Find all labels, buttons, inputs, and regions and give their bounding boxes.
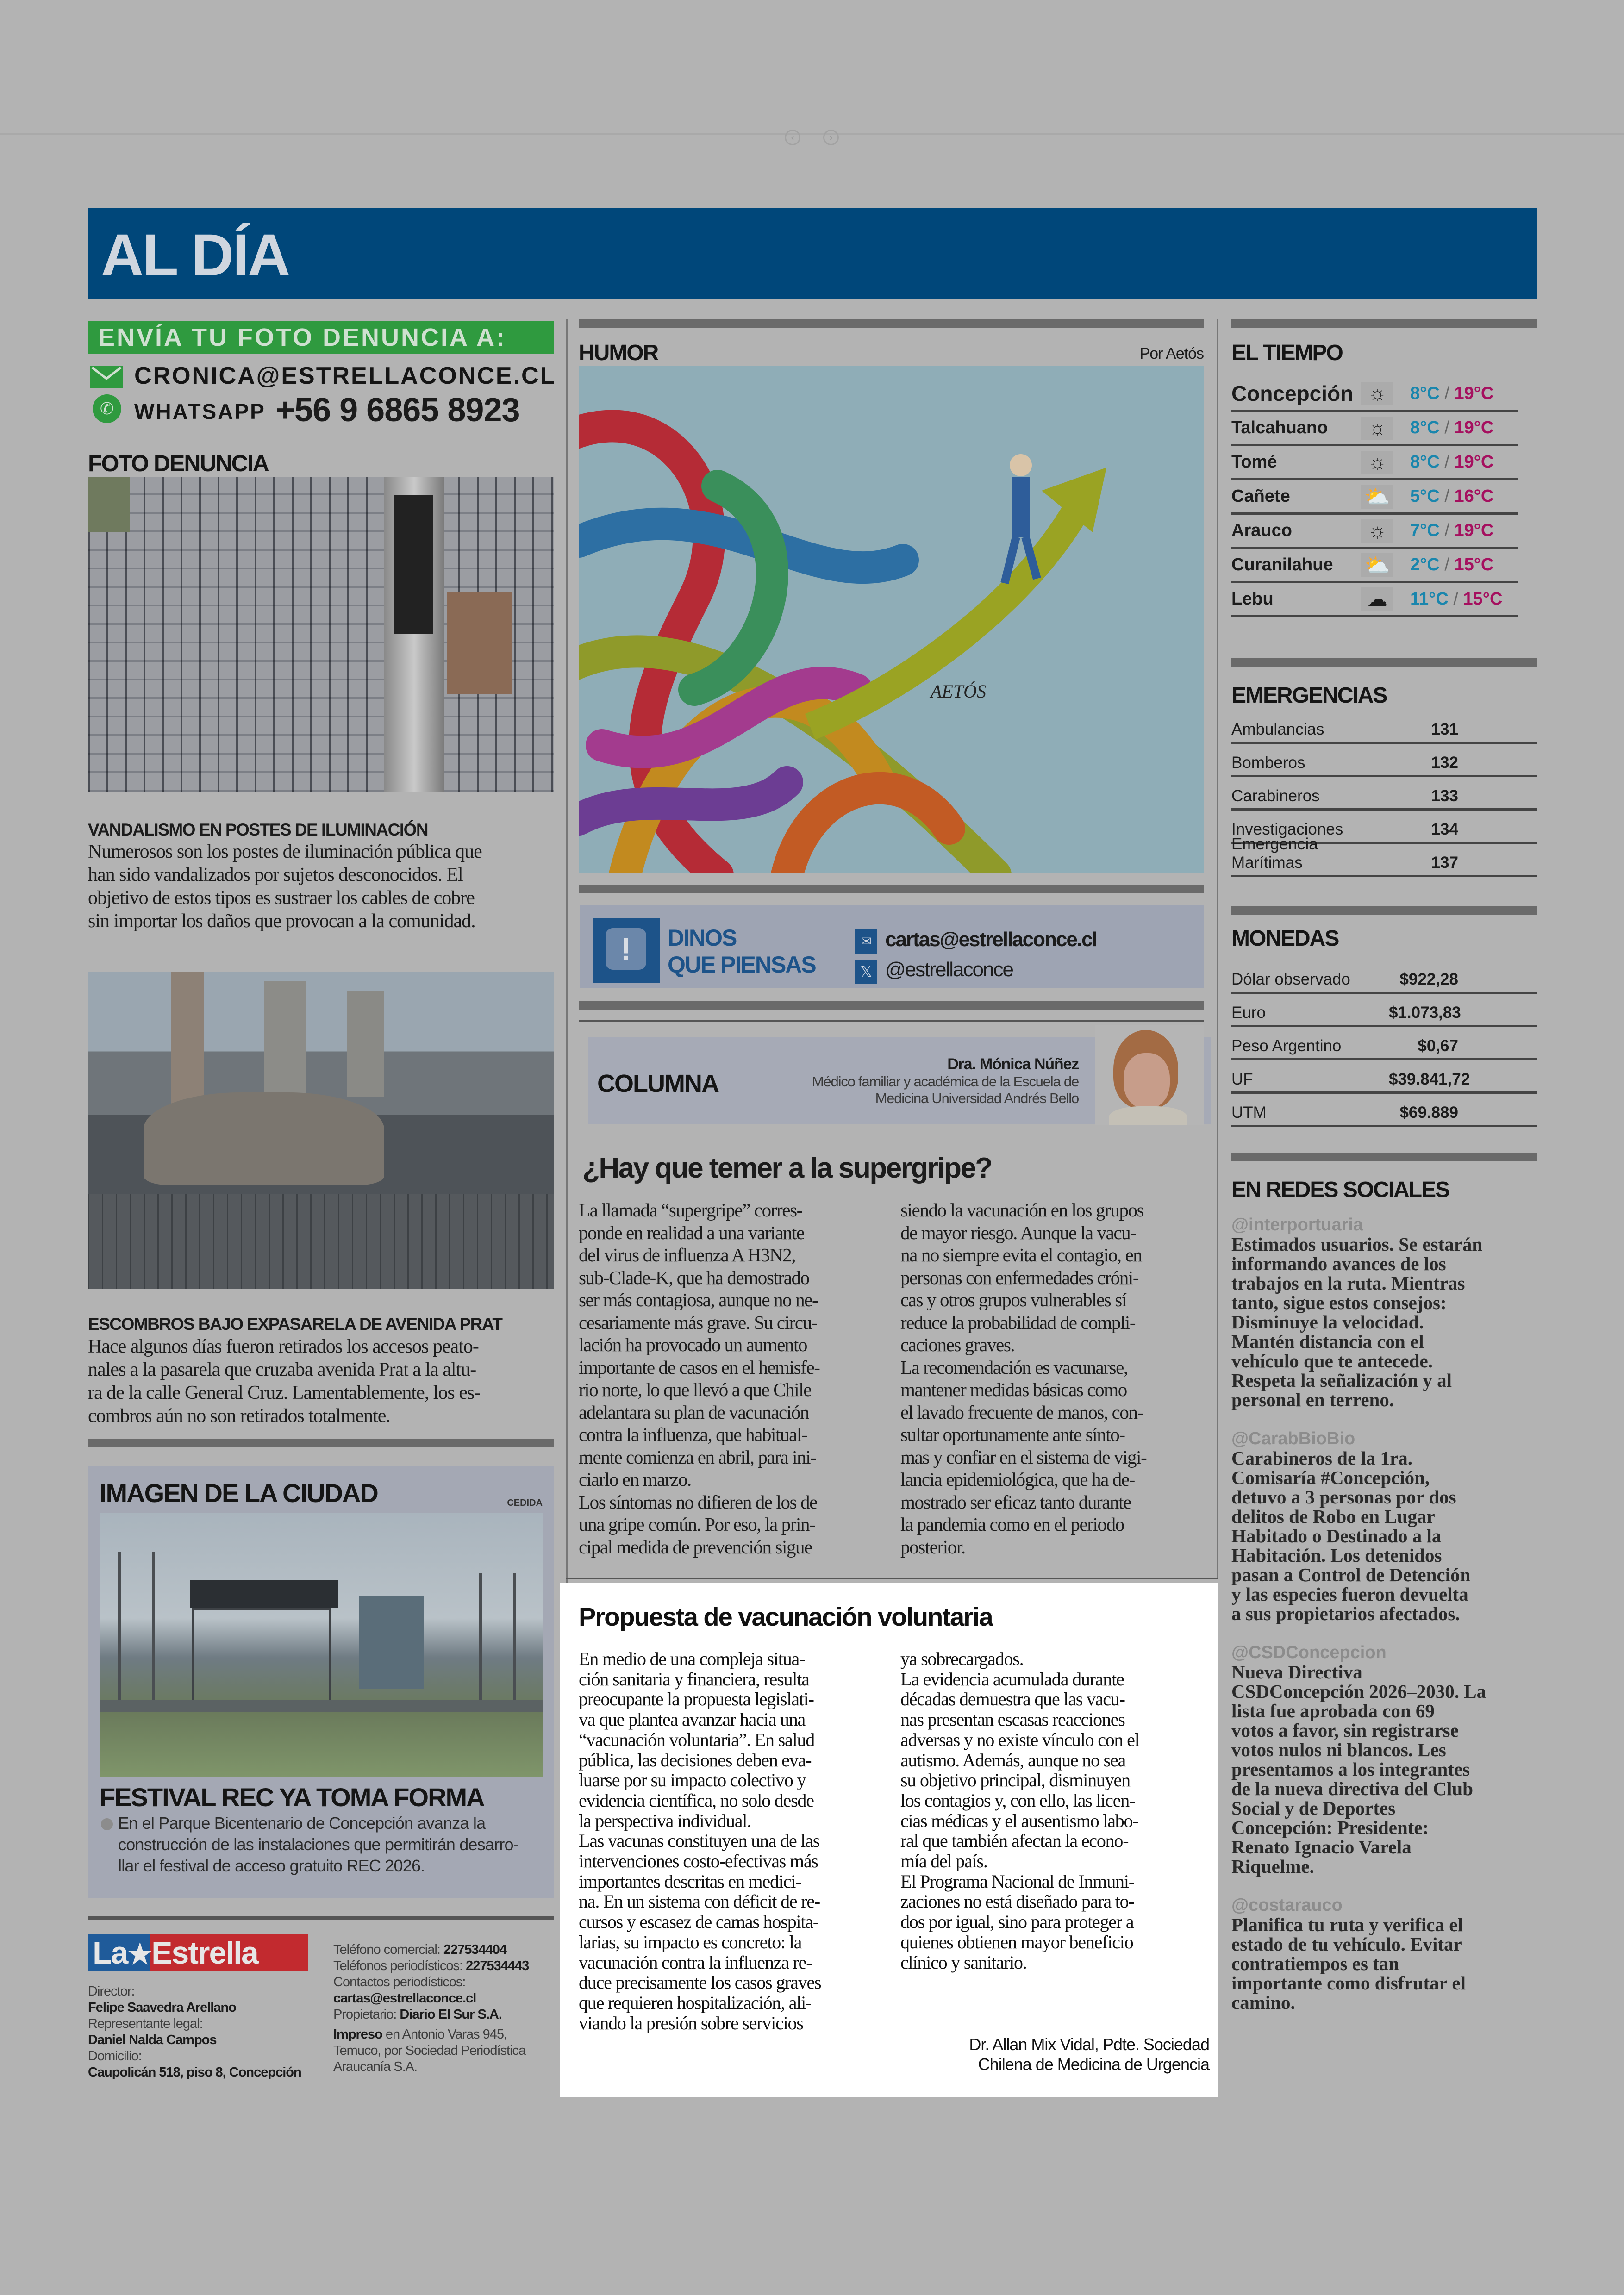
section-title: AL DÍA (101, 222, 289, 288)
chevron-right-icon[interactable]: › (823, 130, 839, 145)
temp-low: 7°C (1410, 521, 1440, 540)
temp-separator: / (1439, 555, 1455, 574)
temperature-range (1393, 555, 1493, 575)
temperature-range (1393, 589, 1502, 609)
city-name: Lebu (1231, 589, 1274, 609)
contact-email[interactable]: cartas@estrellaconce.cl (333, 1991, 476, 2006)
column-headline: ¿Hay que temer a la supergripe? (582, 1152, 992, 1184)
foto-denuncia-banner: ENVÍA TU FOTO DENUNCIA A: (88, 321, 554, 354)
text-line: viando la presión sobre servicios (579, 2012, 803, 2033)
text-line: ral que también afectan la econo- (900, 1830, 1129, 1852)
text-line: personas con enfermedades cróni- (900, 1266, 1139, 1288)
letters-email[interactable]: cartas@estrellaconce.cl (885, 928, 1097, 951)
print-line: Araucanía S.A. (333, 2059, 418, 2074)
text-line: vacunación contra la influenza re- (579, 1952, 812, 1973)
weather-row (1231, 480, 1518, 515)
partly-cloudy-icon: ⛅ (1361, 485, 1393, 509)
dinos-que-piensas-box (580, 905, 1204, 988)
text-line: na no siempre evita el contagio, en (900, 1244, 1142, 1266)
text-line: dos por igual, sino para proteger a (900, 1911, 1134, 1933)
text-line: CSDConcepción 2026–2030. La (1231, 1681, 1487, 1702)
text-line: lación ha provocado un aumento (579, 1334, 807, 1355)
text-line: caciones graves. (900, 1334, 1015, 1355)
masthead-staff (88, 1983, 301, 2081)
sun-icon: ☼ (1361, 417, 1393, 440)
cloud-icon: ☁ (1361, 587, 1393, 611)
section-divider (579, 319, 1204, 328)
currency-row (1231, 960, 1537, 994)
text-line: Las vacunas constituyen una de las (579, 1830, 820, 1852)
text-line: La evidencia acumulada durante (900, 1668, 1124, 1690)
text-line: rio norte, lo que llevó a que Chile (579, 1379, 812, 1400)
festival-headline: FESTIVAL REC YA TOMA FORMA (100, 1783, 484, 1812)
social-post (1231, 1215, 1528, 1409)
emergency-row (1231, 711, 1537, 744)
la-estrella-logo: La★Estrella (88, 1934, 308, 1971)
text-line: mía del país. (900, 1851, 987, 1872)
text-line: detuvo a 3 personas por dos (1231, 1486, 1456, 1508)
text-line: El Programa Nacional de Inmuni- (900, 1871, 1134, 1892)
text-line: mantener medidas básicas como (900, 1379, 1127, 1400)
masthead-contacts (333, 1942, 529, 2075)
text-line: quienes obtienen mayor beneficio (900, 1931, 1133, 1952)
envelope-icon: ✉ (855, 929, 877, 954)
temp-low: 8°C (1410, 383, 1440, 403)
currency-row-label: UF (1231, 1070, 1253, 1088)
text-line: construcción de las instalaciones que permitirán desarro- (118, 1835, 518, 1854)
text-line: cipal medida de prevención sigue (579, 1536, 812, 1558)
temperature-range (1393, 418, 1493, 438)
text-line: lancia epidemiológica, que ha de- (900, 1469, 1135, 1490)
text-line: contra la influenza, que habitual- (579, 1424, 807, 1445)
text-line: ponde en realidad a una variante (579, 1222, 804, 1243)
text-line: Habitación. Los detenidos (1231, 1545, 1442, 1566)
temp-low: 5°C (1410, 486, 1440, 506)
rep-name: Daniel Nalda Campos (88, 2033, 217, 2047)
text-line: Hace algunos días fueron retirados los accesos peato- (88, 1336, 479, 1357)
letter-signature: Dr. Allan Mix Vidal, Pdte. Sociedad (969, 2035, 1209, 2054)
text-line: nales a la pasarela que cruzaba avenida Prat a la altu- (88, 1359, 476, 1380)
temp-high: 15°C (1463, 589, 1503, 609)
owner-label: Propietario: (333, 2007, 397, 2022)
text-line: y las especies fueron devuelta (1231, 1584, 1468, 1605)
sun-icon: ☼ (1361, 382, 1393, 405)
text-line: lista fue aprobada con 69 (1231, 1700, 1435, 1721)
currency-row-value: $1.073,83 (1389, 1004, 1461, 1022)
social-post (1231, 1643, 1528, 1876)
text-line: Renato Ignacio Varela (1231, 1836, 1412, 1858)
text-line: el lavado frecuente de manos, con- (900, 1401, 1143, 1423)
text-line: su objetivo principal, disminuyen (900, 1770, 1130, 1791)
currency-row (1231, 1027, 1537, 1060)
text-line: La llamada “supergripe” corres- (579, 1199, 802, 1221)
text-line: na. En un sistema con déficit de re- (579, 1891, 820, 1912)
temperature-range (1393, 521, 1493, 541)
text-line: evidencia científica, no solo desde (579, 1790, 814, 1811)
currency-row-label: UTM (1231, 1104, 1267, 1122)
text-line: presentamos a los integrantes (1231, 1759, 1470, 1780)
emergency-row-value: 132 (1431, 754, 1458, 772)
text-line: La recomendación es vacunarse, (900, 1356, 1128, 1378)
envelope-icon (90, 366, 123, 388)
emergency-row-label: Bomberos (1231, 754, 1305, 772)
text-line: han sido vandalizados por sujetos desconocidos. El (88, 864, 463, 886)
cartoonist-signature: AETÓS (931, 681, 986, 702)
text-line: cursos y escasez de camas hospita- (579, 1911, 818, 1933)
tel-per-label: Teléfonos periodísticos: (333, 1958, 463, 1973)
text-line: En medio de una compleja situa- (579, 1648, 805, 1669)
director-label: Director: (88, 1984, 135, 1999)
tel-per: 227534443 (466, 1958, 529, 1973)
text-line: cias médicas y el ausentismo labo- (900, 1810, 1138, 1831)
text-line: duce precisamente los casos graves (579, 1972, 821, 1993)
rep-label: Representante legal: (88, 2016, 203, 2031)
letter-body-col1 (579, 1649, 821, 2033)
text-line: mas y confiar en el sistema de vigi- (900, 1446, 1147, 1468)
text-line: autismo. Además, aunque no sea (900, 1749, 1126, 1771)
text-line: informando avances de los (1231, 1253, 1446, 1274)
temp-separator: / (1439, 486, 1455, 506)
emergency-row-label: Carabineros (1231, 787, 1320, 805)
temperature-range (1393, 452, 1493, 472)
sun-cloud-icon: ⛅ (1361, 553, 1393, 577)
social-handle[interactable]: @costarauco (1231, 1896, 1343, 1915)
social-handle[interactable]: @interportuaria (1231, 1215, 1363, 1235)
weather-row (1231, 412, 1518, 446)
columnist-role: Medicina Universidad Andrés Bello (875, 1090, 1079, 1106)
humor-author: Por Aetós (1139, 345, 1204, 362)
text-line: ser más contagiosa, aunque no ne- (579, 1289, 818, 1310)
text-line: pasan a Control de Detención (1231, 1564, 1471, 1585)
text-line: Nueva Directiva (1231, 1661, 1362, 1683)
tel-com-label: Teléfono comercial: (333, 1942, 440, 1957)
dom-value: Caupolicán 518, piso 8, Concepción (88, 2065, 301, 2080)
temp-low: 8°C (1410, 452, 1440, 472)
news-headline: ESCOMBROS BAJO EXPASARELA DE AVENIDA PRAT (88, 1315, 502, 1334)
owner: Diario El Sur S.A. (400, 2007, 502, 2022)
section-divider (1231, 319, 1537, 328)
text-line: adversas y no existe vínculo con el (900, 1729, 1139, 1750)
text-line: cas y otros grupos vulnerables sí (900, 1289, 1126, 1310)
text-line: de mayor riesgo. Aunque la vacu- (900, 1222, 1136, 1243)
currency-row (1231, 1094, 1537, 1127)
text-line: que requieren hospitalización, ali- (579, 1992, 812, 2013)
imagen-ciudad-box (88, 1466, 554, 1898)
temp-separator: / (1439, 452, 1455, 472)
city-name: Concepción (1231, 381, 1354, 405)
text-line: Planifica tu ruta y verifica el (1231, 1914, 1463, 1935)
temp-high: 16°C (1454, 486, 1494, 506)
dinos-line-2: QUE PIENSAS (668, 952, 816, 978)
letter-signature: Chilena de Medicina de Urgencia (978, 2055, 1209, 2074)
x-logo-icon: 𝕏 (855, 960, 877, 984)
text-line: adelantara su plan de vacunación (579, 1401, 809, 1423)
text-line: sin importar los daños que provocan a la comunidad. (88, 911, 475, 932)
rubble-under-walkway-photo (88, 972, 554, 1289)
text-line: votos a favor, sin registrarse (1231, 1720, 1459, 1741)
director-name: Felipe Saavedra Arellano (88, 2000, 236, 2015)
emergency-row (1231, 744, 1537, 777)
temp-separator: / (1439, 418, 1455, 437)
text-line: objetivo de estos tipos es sustraer los cables de cobre (88, 887, 475, 909)
section-divider (566, 1578, 1218, 1579)
section-divider (579, 885, 1204, 893)
text-line: clínico y sanitario. (900, 1952, 1027, 1973)
text-line: votos nulos ni blancos. Les (1231, 1739, 1446, 1760)
column-divider (1217, 319, 1218, 1578)
columnist-role: Médico familiar y académica de la Escuela de (812, 1073, 1079, 1090)
emergency-row-value: 133 (1431, 787, 1458, 805)
columnist-photo (1095, 1025, 1204, 1125)
text-line: la pandemia como en el periodo (900, 1514, 1124, 1535)
social-post (1231, 1429, 1528, 1623)
text-line: delitos de Robo en Lugar (1231, 1506, 1435, 1527)
letter-headline: Propuesta de vacunación voluntaria (579, 1602, 993, 1631)
text-line: vehículo que te antecede. (1231, 1350, 1433, 1372)
temp-separator: / (1439, 521, 1455, 540)
text-line: Numerosos son los postes de iluminación pública que (88, 841, 482, 862)
text-line: importante como disfrutar el (1231, 1972, 1466, 1994)
text-line: sub-Clade-K, que ha demostrado (579, 1266, 809, 1288)
currency-row (1231, 994, 1537, 1027)
x-handle[interactable]: @estrellaconce (885, 958, 1013, 981)
footer-divider (88, 1916, 554, 1920)
emergency-row-value: 137 (1431, 854, 1458, 872)
section-divider (1231, 1153, 1537, 1161)
text-line: a sus propietarios afectados. (1231, 1603, 1460, 1624)
temp-high: 15°C (1454, 555, 1494, 574)
emergency-row (1231, 777, 1537, 811)
festival-stage-photo (100, 1513, 543, 1777)
temp-high: 19°C (1454, 452, 1494, 472)
weather-row (1231, 515, 1518, 549)
imagen-ciudad-title: IMAGEN DE LA CIUDAD (100, 1478, 378, 1508)
temperature-range (1393, 486, 1493, 506)
monedas-title: MONEDAS (1231, 926, 1339, 951)
dinos-line-1: DINOS (668, 925, 737, 951)
text-line: ya sobrecargados. (900, 1648, 1024, 1669)
text-line: luarse por su impacto colectivo y (579, 1770, 806, 1791)
text-line: Social y de Deportes (1231, 1797, 1396, 1819)
emergency-row-label: Ambulancias (1231, 720, 1324, 738)
print-address: en Antonio Varas 945, (385, 2027, 507, 2042)
contact-label: Contactos periodísticos: (333, 1975, 466, 1989)
weather-row (1231, 377, 1518, 412)
text-line: va que plantea avanzar hacia una (579, 1709, 806, 1730)
text-line: los contagios y, con ello, las licen- (900, 1790, 1135, 1811)
social-handle[interactable]: @CSDConcepcion (1231, 1643, 1387, 1662)
text-line: reduce la probabilidad de compli- (900, 1311, 1136, 1333)
emergencias-title: EMERGENCIAS (1231, 683, 1387, 708)
emergency-row-value: 131 (1431, 720, 1458, 738)
denuncia-email[interactable]: CRONICA@ESTRELLACONCE.CL (134, 362, 556, 389)
text-line: “vacunación voluntaria”. En salud (579, 1729, 815, 1750)
text-line: Respeta la señalización y al (1231, 1370, 1452, 1391)
temp-high: 19°C (1454, 418, 1494, 437)
currency-row-label: Dólar observado (1231, 970, 1350, 988)
news-headline: VANDALISMO EN POSTES DE ILUMINACIÓN (88, 820, 428, 839)
dom-label: Domicilio: (88, 2049, 142, 2064)
text-line: preocupante la propuesta legislati- (579, 1689, 814, 1710)
speech-bubble-alert-icon: ! (593, 918, 660, 983)
tel-com: 227534404 (443, 1942, 507, 1957)
currency-row-value: $0,67 (1418, 1037, 1458, 1055)
text-line: pública, las decisiones deben eva- (579, 1749, 812, 1771)
temp-low: 11°C (1410, 589, 1449, 609)
cartoon-illustration (579, 366, 1204, 873)
humor-cartoon (579, 366, 1204, 873)
text-line: importantes descritas en medici- (579, 1871, 801, 1892)
currency-row-value: $69.889 (1399, 1104, 1458, 1122)
foto-denuncia-title: FOTO DENUNCIA (88, 450, 269, 476)
city-name: Curanilahue (1231, 555, 1333, 574)
print-label: Impreso (333, 2027, 382, 2042)
section-divider (88, 1439, 554, 1447)
weather-row (1231, 583, 1518, 617)
tiempo-title: EL TIEMPO (1231, 341, 1343, 365)
city-name: Talcahuano (1231, 418, 1328, 437)
social-handle[interactable]: @CarabBioBio (1231, 1429, 1355, 1448)
text-line: sultar oportunamente ante sínto- (900, 1424, 1125, 1445)
city-name: Tomé (1231, 452, 1277, 472)
temp-separator: / (1448, 589, 1463, 609)
text-line: una gripe común. Por eso, la prin- (579, 1514, 815, 1535)
text-line: Riquelme. (1231, 1856, 1314, 1877)
text-line: personal en terreno. (1231, 1389, 1394, 1410)
currency-row-label: Euro (1231, 1004, 1266, 1022)
currency-row-label: Peso Argentino (1231, 1037, 1342, 1055)
emergency-row-label: Investigaciones (1231, 820, 1343, 838)
text-line: mente comienza en abril, para ini- (579, 1446, 816, 1468)
text-line: décadas demuestra que las vacu- (900, 1689, 1125, 1710)
column-body-col1 (579, 1199, 820, 1558)
social-post (1231, 1896, 1528, 2012)
text-line: trabajos en la ruta. Mientras (1231, 1272, 1465, 1294)
currency-row (1231, 1060, 1537, 1094)
emergency-row-value: 134 (1431, 820, 1458, 838)
emergency-row-label: Emergencia Marítimas (1231, 835, 1318, 872)
temperature-range (1393, 384, 1493, 404)
whatsapp-label: WHATSAPP (134, 399, 266, 424)
temp-high: 19°C (1454, 383, 1494, 403)
text-line: Estimados usuarios. Se estarán (1231, 1234, 1483, 1255)
sun-icon: ☼ (1361, 519, 1393, 543)
section-divider (579, 1001, 1204, 1010)
text-line: Habitado o Destinado a la (1231, 1525, 1442, 1547)
news-body (88, 840, 482, 933)
festival-caption (100, 1813, 518, 1877)
text-line: de la nueva directiva del Club (1231, 1778, 1474, 1799)
columnist-name: Dra. Mónica Núñez (947, 1055, 1079, 1073)
whatsapp-icon: ✆ (93, 394, 121, 423)
section-divider (579, 1020, 1204, 1022)
temp-separator: / (1439, 383, 1455, 403)
text-line: estado de tu vehículo. Evitar (1231, 1933, 1462, 1955)
emergency-row (1231, 835, 1537, 877)
weather-row (1231, 446, 1518, 480)
text-line: Carabineros de la 1ra. (1231, 1447, 1413, 1469)
text-line: tanto, sigue estos consejos: (1231, 1292, 1447, 1313)
text-line: posterior. (900, 1536, 965, 1558)
text-line: llar el festival de acceso gratuito REC 2026. (118, 1856, 425, 1875)
humor-title: HUMOR (579, 341, 658, 365)
redes-title: EN REDES SOCIALES (1231, 1178, 1449, 1202)
text-line: contratiempos es tan (1231, 1953, 1399, 1974)
text-line: ra de la calle General Cruz. Lamentablemente, los es- (88, 1382, 481, 1403)
text-line: del virus de influenza A H3N2, (579, 1244, 796, 1266)
photo-credit: CEDIDA (507, 1498, 543, 1508)
section-banner (88, 208, 1537, 299)
chevron-left-icon[interactable]: ‹ (785, 130, 800, 145)
text-line: mostrado ser eficaz tanto durante (900, 1491, 1131, 1513)
news-body (88, 1335, 480, 1428)
currency-row-value: $39.841,72 (1389, 1070, 1470, 1088)
letter-body-col2 (900, 1649, 1139, 1972)
sun-icon: ☼ (1361, 451, 1393, 474)
currency-row-value: $922,28 (1399, 970, 1458, 988)
text-line: ciarlo en marzo. (579, 1469, 691, 1490)
letter-highlight (560, 1583, 1218, 2097)
temp-high: 19°C (1454, 521, 1494, 540)
text-line: cesariamente más grave. Su circu- (579, 1311, 818, 1333)
text-line: larias, su impacto es concreto: la (579, 1931, 802, 1952)
text-line: En el Parque Bicentenario de Concepción avanza la (118, 1814, 486, 1833)
section-divider (1231, 658, 1537, 667)
text-line: siendo la vacunación en los grupos (900, 1199, 1144, 1221)
text-line: la perspectiva individual. (579, 1810, 751, 1831)
temp-low: 2°C (1410, 555, 1440, 574)
city-name: Cañete (1231, 486, 1290, 506)
columna-label: COLUMNA (597, 1070, 718, 1098)
temp-low: 8°C (1410, 418, 1440, 437)
text-line: zaciones no está diseñado para to- (900, 1891, 1134, 1912)
vandalized-lamp-post-photo (88, 477, 554, 792)
viewer-toolbar-divider (0, 133, 1624, 135)
weather-row (1231, 549, 1518, 583)
text-line: Disminuye la velocidad. (1231, 1311, 1424, 1333)
text-line: Comisaría #Concepción, (1231, 1467, 1430, 1488)
whatsapp-number[interactable]: +56 9 6865 8923 (275, 392, 520, 429)
text-line: Los síntomas no difieren de los de (579, 1491, 817, 1513)
text-line: importante de casos en el hemisfe- (579, 1356, 820, 1378)
column-body-col2 (900, 1199, 1146, 1558)
section-divider (1231, 906, 1537, 915)
text-line: intervenciones costo-efectivas más (579, 1851, 818, 1872)
text-line: Mantén distancia con el (1231, 1331, 1424, 1352)
text-line: ción sanitaria y financiera, resulta (579, 1668, 809, 1690)
city-name: Arauco (1231, 521, 1292, 540)
text-line: nas presentan escasas reacciones (900, 1709, 1125, 1730)
social-posts (1231, 1215, 1528, 2032)
print-line: Temuco, por Sociedad Periodística (333, 2043, 526, 2058)
text-line: Concepción: Presidente: (1231, 1817, 1429, 1838)
text-line: combros aún no son retirados totalmente. (88, 1405, 390, 1427)
text-line: camino. (1231, 1992, 1295, 2013)
